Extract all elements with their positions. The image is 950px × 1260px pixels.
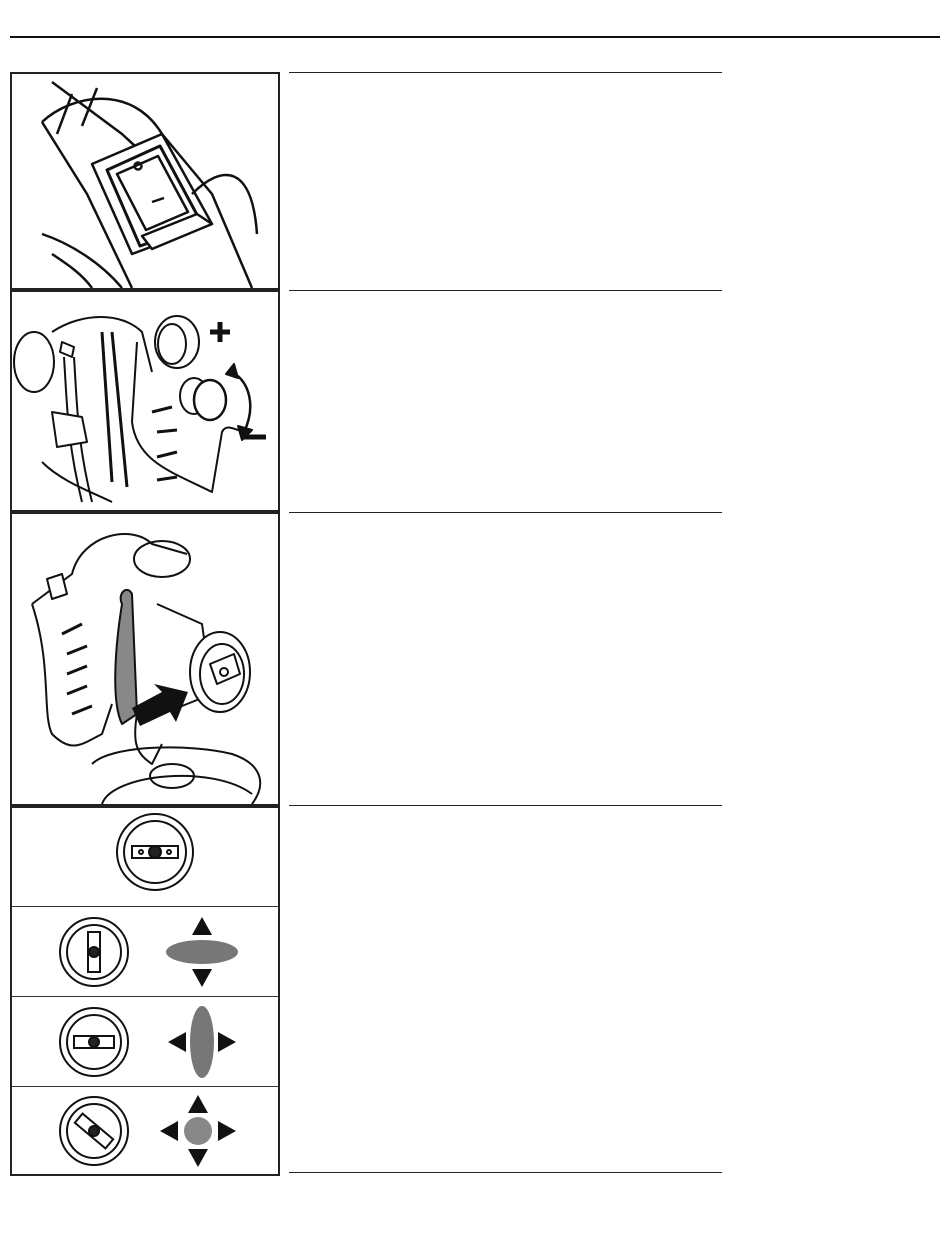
- nozzle-horizontal-icon: [60, 1008, 128, 1076]
- section-rule-3: [289, 512, 722, 513]
- nozzle-horizontal-icon: [12, 808, 278, 906]
- spray-gun-trigger-icon: [12, 514, 278, 804]
- pattern-horizontal-icon: [166, 917, 238, 987]
- pattern-row-4-art: [12, 1087, 278, 1175]
- nozzle-vertical-icon: [60, 918, 128, 986]
- figure-flow-adjust: [10, 290, 280, 512]
- top-rule: [10, 36, 940, 38]
- section-rule-2: [289, 290, 722, 291]
- pattern-row-1: [12, 808, 278, 906]
- power-switch-icon: [12, 74, 278, 288]
- section-rule-end: [289, 1172, 722, 1173]
- figure-power-switch: [10, 72, 280, 290]
- plus-marker: [210, 322, 230, 342]
- section-rule-4: [289, 805, 722, 806]
- trigger-arrow-icon: [132, 684, 188, 726]
- pattern-vertical-icon: [168, 1006, 236, 1078]
- pattern-row-4: [12, 1086, 278, 1175]
- pattern-row-2-art: [12, 907, 278, 997]
- pattern-row-2: [12, 906, 278, 997]
- nozzle-diagonal-icon: [60, 1097, 128, 1165]
- pattern-row-3-art: [12, 997, 278, 1087]
- pattern-round-icon: [160, 1095, 236, 1167]
- pattern-row-3: [12, 996, 278, 1087]
- flow-knob-icon: [12, 292, 278, 510]
- section-rule-1: [289, 72, 722, 73]
- figure-spray-pattern: [10, 806, 280, 1176]
- figure-trigger: [10, 512, 280, 806]
